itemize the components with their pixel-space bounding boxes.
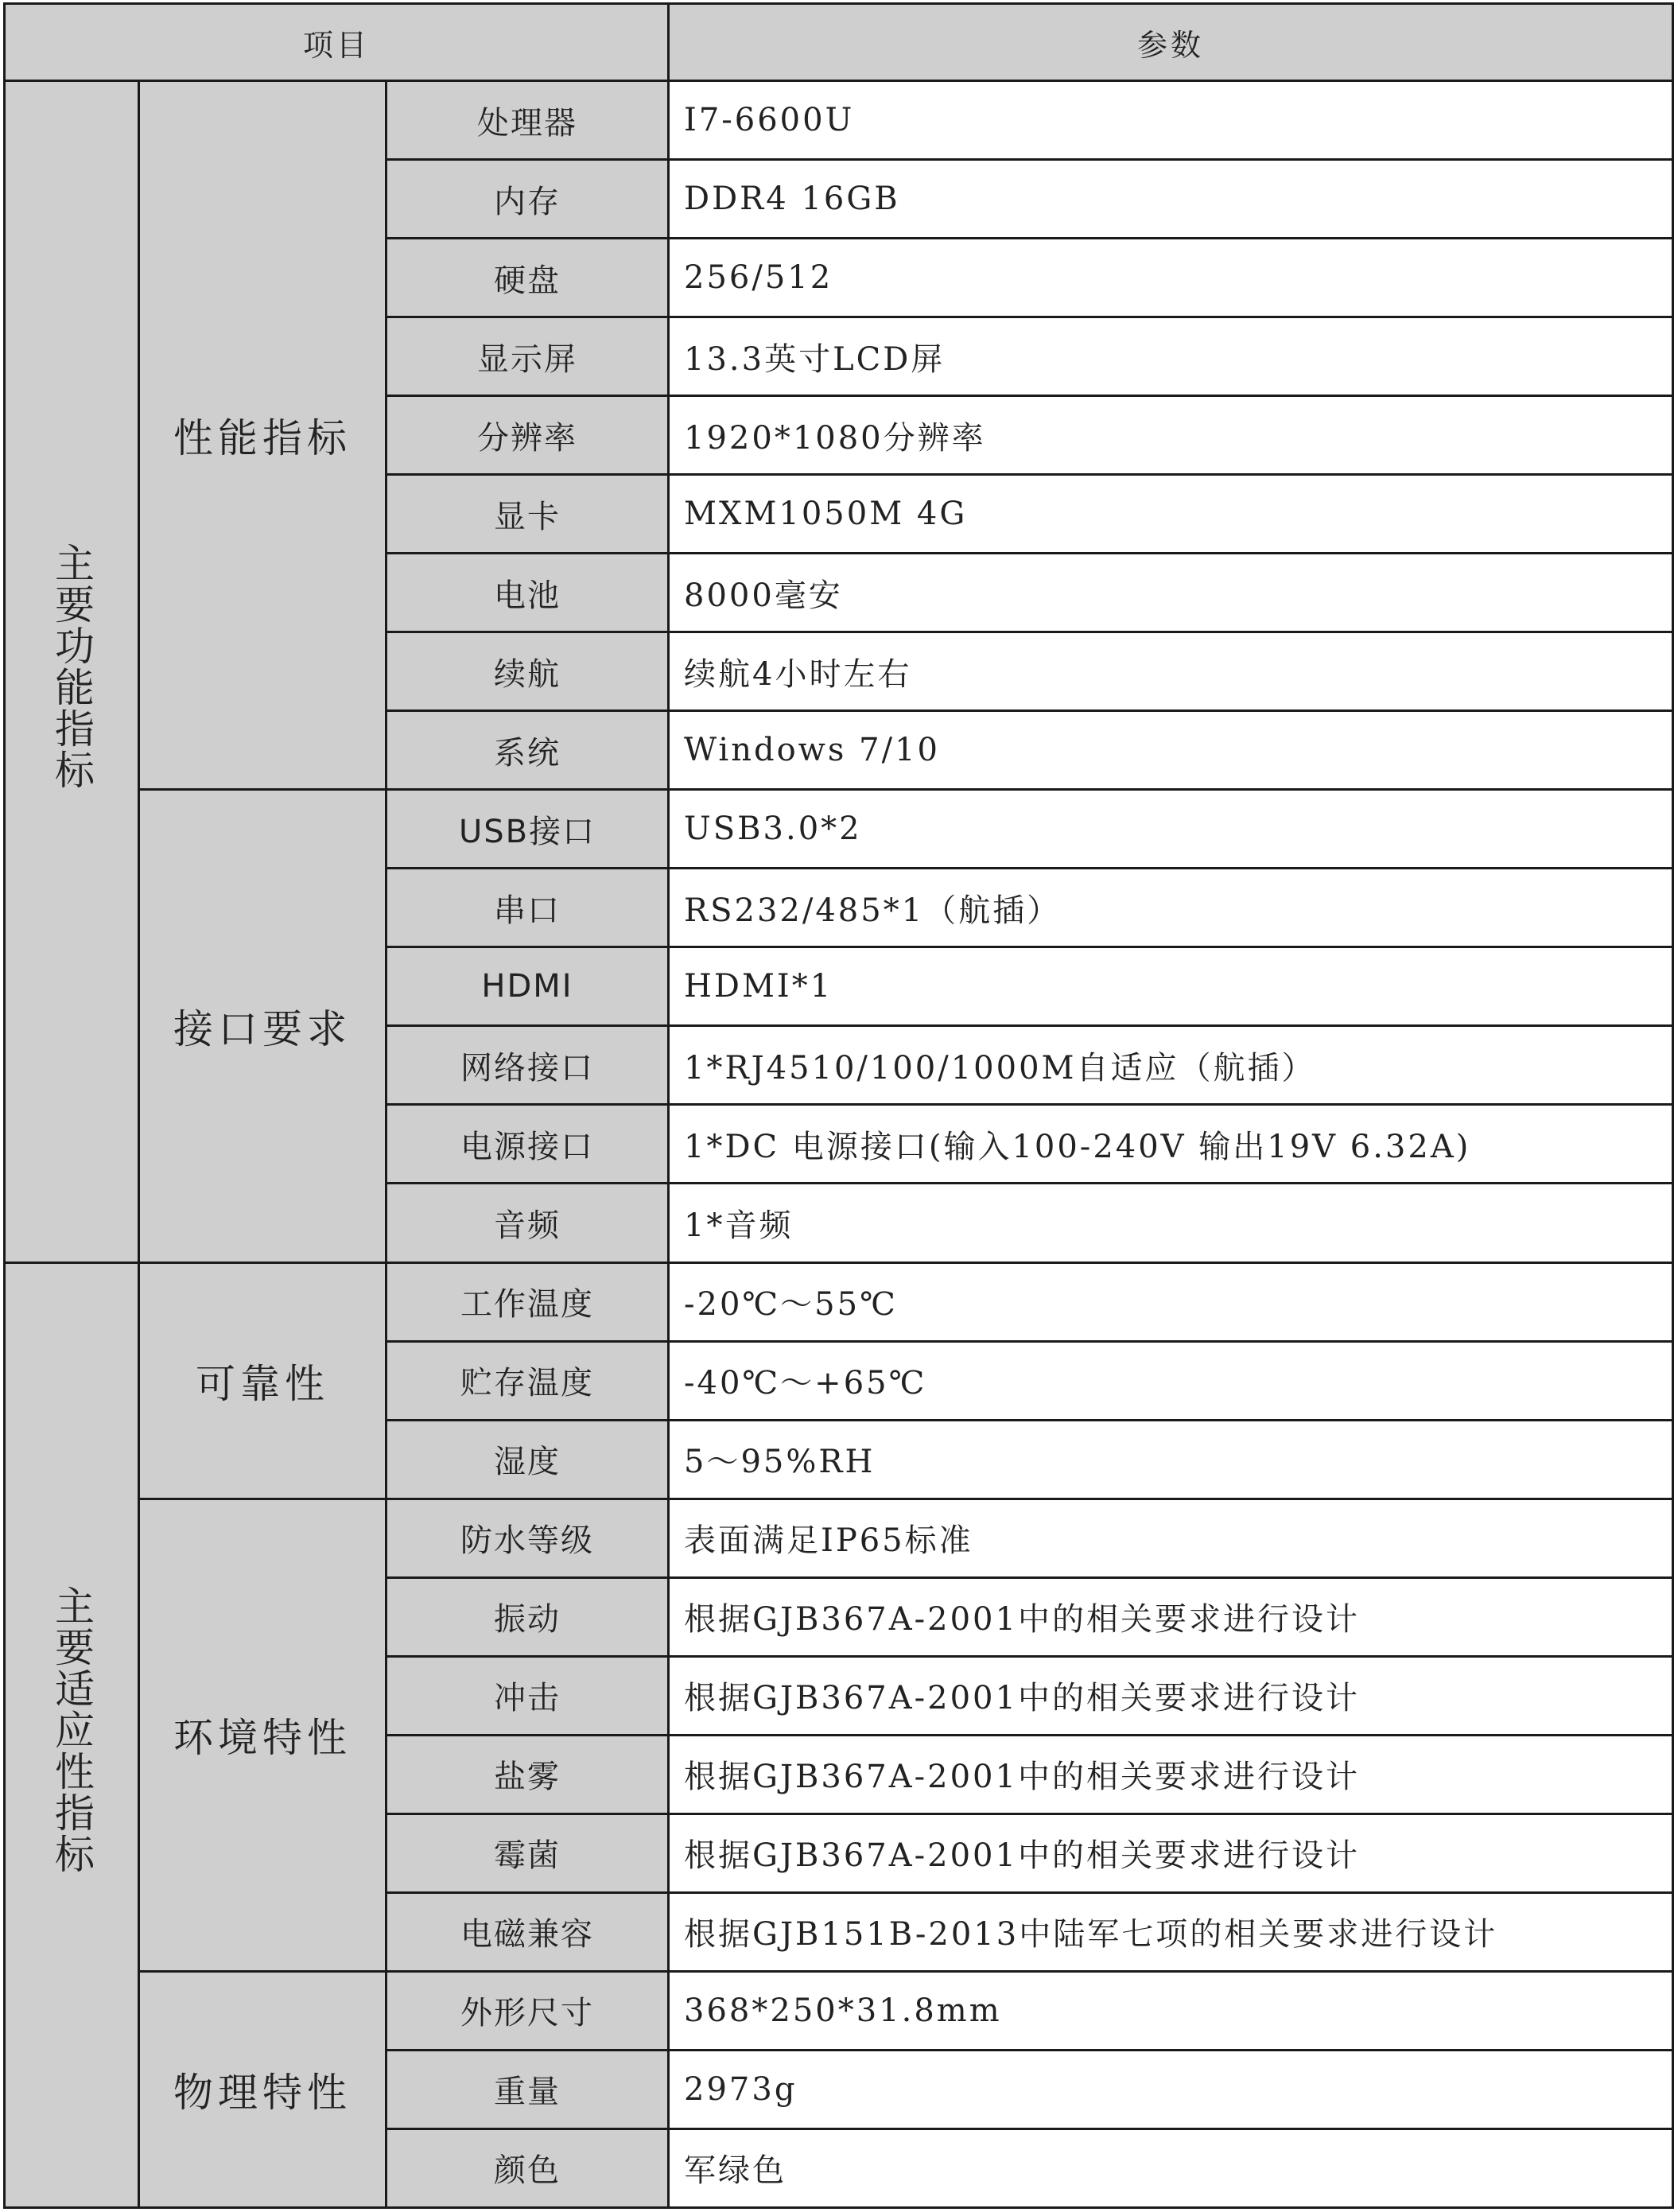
- group-cell: 性能指标: [139, 81, 386, 790]
- item-value-cell: 1920*1080分辨率: [669, 396, 1673, 475]
- item-value-cell: RS232/485*1（航插）: [669, 869, 1673, 947]
- item-value-cell: 根据GJB367A-2001中的相关要求进行设计: [669, 1735, 1673, 1814]
- item-value-cell: -20℃～55℃: [669, 1262, 1673, 1341]
- item-name-cell: USB接口: [386, 790, 669, 869]
- item-name-cell: 湿度: [386, 1420, 669, 1499]
- item-name-cell: 贮存温度: [386, 1341, 669, 1420]
- group-cell: 物理特性: [139, 1971, 386, 2207]
- item-value-cell: DDR4 16GB: [669, 160, 1673, 239]
- table-row: [5, 1971, 1673, 2050]
- item-value-cell: 军绿色: [669, 2128, 1673, 2207]
- item-value-cell: 256/512: [669, 239, 1673, 317]
- item-value-cell: 根据GJB151B-2013中陆军七项的相关要求进行设计: [669, 1892, 1673, 1971]
- group-cell: 环境特性: [139, 1499, 386, 1971]
- header-param-cell: 参数: [669, 4, 1673, 81]
- table-row: [5, 81, 1673, 160]
- item-value-cell: 2973g: [669, 2050, 1673, 2128]
- item-value-cell: 1*音频: [669, 1184, 1673, 1262]
- table-row: [5, 1499, 1673, 1577]
- item-name-cell: 系统: [386, 711, 669, 790]
- item-name-cell: 盐雾: [386, 1735, 669, 1814]
- item-name-cell: 防水等级: [386, 1499, 669, 1577]
- spec-table: [3, 2, 1674, 2209]
- item-value-cell: 13.3英寸LCD屏: [669, 317, 1673, 396]
- item-name-cell: 续航: [386, 632, 669, 711]
- item-name-cell: 硬盘: [386, 239, 669, 317]
- category-cell: [5, 1262, 139, 2208]
- item-value-cell: Windows 7/10: [669, 711, 1673, 790]
- item-value-cell: 368*250*31.8mm: [669, 1971, 1673, 2050]
- item-name-cell: 显示屏: [386, 317, 669, 396]
- item-name-cell: 处理器: [386, 81, 669, 160]
- item-name-cell: 冲击: [386, 1656, 669, 1735]
- item-name-cell: 内存: [386, 160, 669, 239]
- header-item-cell: 项目: [5, 4, 669, 81]
- table-row: [5, 790, 1673, 869]
- group-cell: 可靠性: [139, 1262, 386, 1499]
- item-name-cell: 工作温度: [386, 1262, 669, 1341]
- item-value-cell: MXM1050M 4G: [669, 475, 1673, 554]
- item-name-cell: 显卡: [386, 475, 669, 554]
- item-name-cell: 电池: [386, 554, 669, 632]
- item-value-cell: 5～95%RH: [669, 1420, 1673, 1499]
- item-name-cell: 颜色: [386, 2128, 669, 2207]
- item-value-cell: 8000毫安: [669, 554, 1673, 632]
- item-value-cell: 根据GJB367A-2001中的相关要求进行设计: [669, 1656, 1673, 1735]
- item-name-cell: 振动: [386, 1577, 669, 1656]
- item-value-cell: 1*DC 电源接口(输入100-240V 输出19V 6.32A): [669, 1105, 1673, 1184]
- item-value-cell: USB3.0*2: [669, 790, 1673, 869]
- item-name-cell: 电磁兼容: [386, 1892, 669, 1971]
- header-row: [5, 4, 1673, 81]
- item-name-cell: 网络接口: [386, 1026, 669, 1105]
- item-name-cell: 音频: [386, 1184, 669, 1262]
- spec-table-body: [5, 4, 1673, 2208]
- item-name-cell: 分辨率: [386, 396, 669, 475]
- category-cell: [5, 81, 139, 1262]
- item-name-cell: 重量: [386, 2050, 669, 2128]
- table-row: [5, 1262, 1673, 1341]
- item-name-cell: 霉菌: [386, 1814, 669, 1892]
- item-name-cell: 电源接口: [386, 1105, 669, 1184]
- item-value-cell: I7-6600U: [669, 81, 1673, 160]
- item-value-cell: 根据GJB367A-2001中的相关要求进行设计: [669, 1577, 1673, 1656]
- item-value-cell: 表面满足IP65标准: [669, 1499, 1673, 1577]
- item-value-cell: 1*RJ4510/100/1000M自适应（航插）: [669, 1026, 1673, 1105]
- group-cell: 接口要求: [139, 790, 386, 1262]
- item-value-cell: -40℃～+65℃: [669, 1341, 1673, 1420]
- category-label: 主要功能指标: [49, 542, 95, 791]
- item-value-cell: 续航4小时左右: [669, 632, 1673, 711]
- item-value-cell: HDMI*1: [669, 947, 1673, 1026]
- item-name-cell: 外形尺寸: [386, 1971, 669, 2050]
- item-name-cell: HDMI: [386, 947, 669, 1026]
- item-name-cell: 串口: [386, 869, 669, 947]
- item-value-cell: 根据GJB367A-2001中的相关要求进行设计: [669, 1814, 1673, 1892]
- category-label: 主要适应性指标: [49, 1585, 95, 1876]
